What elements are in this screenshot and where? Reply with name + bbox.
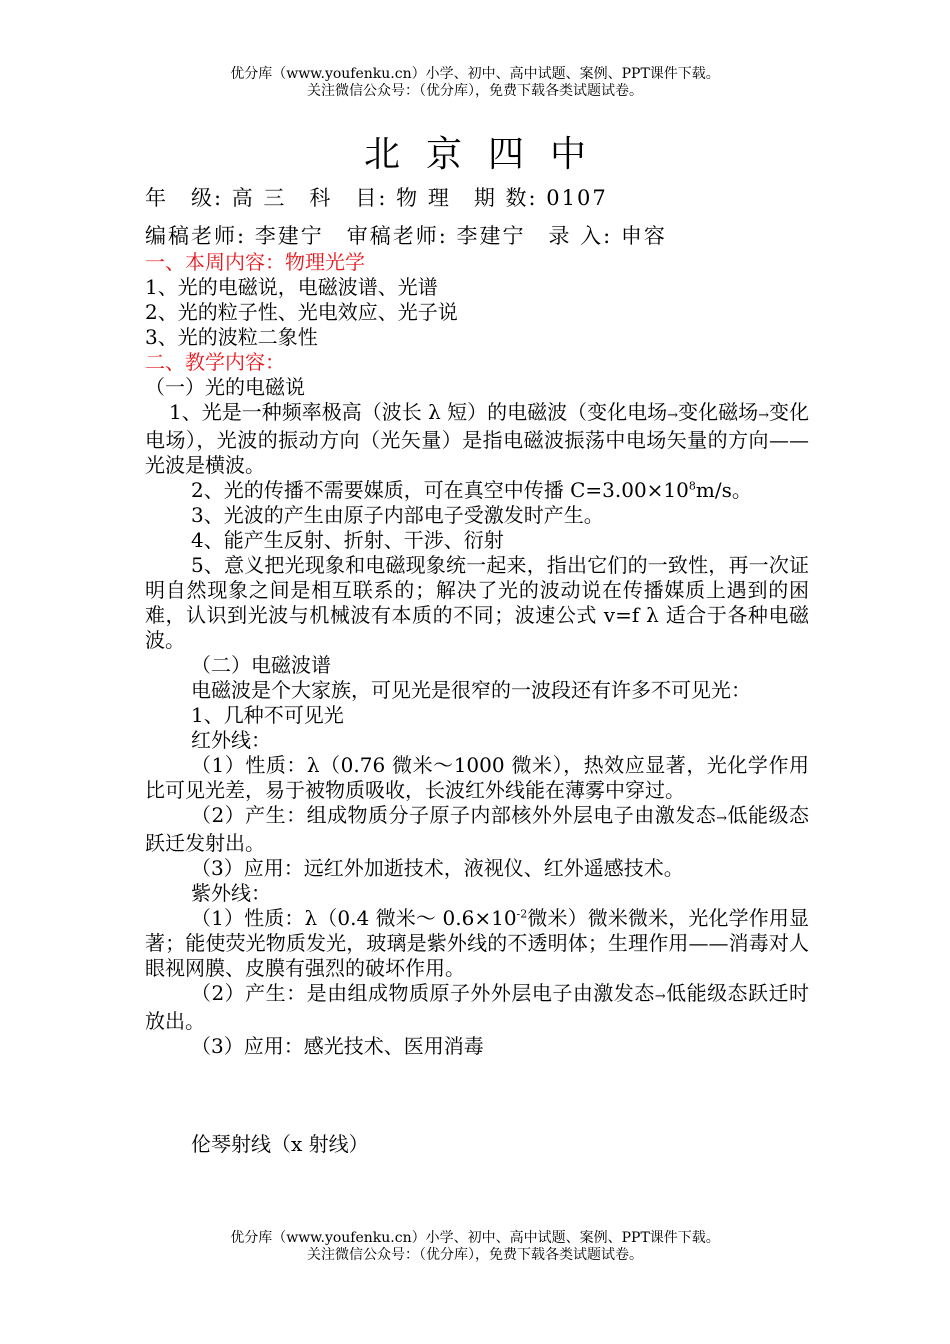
- p2-exponent: 8: [688, 479, 696, 493]
- ir2-text-a: （2）产生：组成物质分子原子内部核外外层电子由激发态: [191, 803, 717, 827]
- arrow-icon: →: [667, 408, 679, 423]
- uv2-text-a: （2）产生：是由组成物质原子外外层电子由激发态: [191, 981, 655, 1005]
- uv2-text-b: 低能级态跃迁时放出。: [145, 981, 809, 1033]
- meta-grade-subject: 年 级: 高 三 科 目: 物 理 期 数: 0107: [145, 186, 608, 210]
- subsection-2-heading: （二）电磁波谱: [191, 653, 331, 677]
- page-footer: [0, 1230, 950, 1264]
- arrow-icon: →: [716, 811, 728, 826]
- ultraviolet-application: （3）应用：感光技术、医用消毒: [191, 1034, 484, 1058]
- uv1-exponent: -2: [516, 907, 528, 921]
- infrared-application: （3）应用：远红外加逝技术，液视仪、红外遥感技术。: [191, 856, 684, 880]
- uv1-text-a: （1）性质：λ（0.4 微米～ 0.6×10: [191, 906, 517, 930]
- section-1-item: 3、光的波粒二象性: [145, 325, 318, 349]
- paragraph-4: 4、能产生反射、折射、干涉、衍射: [191, 528, 504, 552]
- paragraph-3: 3、光波的产生由原子内部电子受激发时产生。: [191, 503, 604, 527]
- arrow-icon: →: [654, 989, 666, 1004]
- section-1-item: 1、光的电磁说，电磁波谱、光谱: [145, 275, 438, 299]
- paragraph-2: [145, 478, 809, 503]
- document-body: [145, 184, 809, 1157]
- xray-heading: 伦琴射线（x 射线）: [191, 1132, 369, 1156]
- ir2-text-b: 低能级态跃迁发射出。: [145, 803, 809, 855]
- ultraviolet-heading: 紫外线：: [191, 881, 271, 905]
- meta-editors: 编稿老师: 李建宁 审稿老师: 李建宁 录 入: 申容: [145, 224, 667, 248]
- header-line-1: 优分库（www.youfenku.cn）小学、初中、高中试题、案例、PPT课件下载。: [230, 66, 720, 82]
- infrared-property: （1）性质：λ（0.76 微米～1000 微米），热效应显著，光化学作用比可见光差，易于被物质吸收，长波红外线能在薄雾中穿过。: [145, 753, 809, 802]
- spacer: [145, 1059, 809, 1132]
- page-header: [0, 66, 950, 100]
- section-1-item: 2、光的粒子性、光电效应、光子说: [145, 300, 458, 324]
- p1-text-c: 变化电场），光波的振动方向（光矢量）是指电磁波振荡中电场矢量的方向——光波是横波。: [145, 400, 810, 477]
- ultraviolet-property: [145, 906, 809, 981]
- p1-text-a: 1、光是一种频率极高（波长 λ 短）的电磁波（变化电场: [169, 400, 668, 424]
- p2-text-b: m/s。: [695, 478, 752, 502]
- subsection-1-heading: （一）光的电磁说: [145, 375, 305, 399]
- footer-line-1: 优分库（www.youfenku.cn）小学、初中、高中试题、案例、PPT课件下载。: [230, 1230, 720, 1246]
- footer-line-2: 关注微信公众号：（优分库），免费下载各类试题试卷。: [307, 1247, 643, 1263]
- invisible-light-heading: 1、几种不可见光: [191, 703, 344, 727]
- paragraph-5: 5、意义把光现象和电磁现象统一起来，指出它们的一致性，再一次证明自然现象之间是相互联系的；解决了光的波动说在传播媒质上遇到的困难，认识到光波与机械波有本质的不同；波速公式 v=f λ 适合于各种电磁波。: [145, 553, 809, 652]
- infrared-heading: 红外线：: [191, 728, 271, 752]
- paragraph-1: [145, 400, 809, 478]
- ultraviolet-production: [145, 981, 809, 1034]
- header-line-2: 关注微信公众号：（优分库），免费下载各类试题试卷。: [307, 83, 643, 99]
- section-1-heading: 一、本周内容：物理光学: [145, 250, 365, 274]
- section-2-heading: 二、教学内容：: [145, 350, 285, 374]
- p1-text-b: 变化磁场: [678, 400, 759, 424]
- p2-text-a: 2、光的传播不需要媒质，可在真空中传播 C=3.00×10: [191, 478, 689, 502]
- infrared-production: [145, 803, 809, 856]
- arrow-icon: →: [758, 408, 769, 423]
- uv1-text-b: 微米）微米微米，光化学作用显著；能使荧光物质发光，玻璃是紫外线的不透明体；生理作用——消毒对人眼视网膜、皮膜有强烈的破坏作用。: [145, 906, 809, 980]
- document-title: 北京四中: [363, 134, 612, 175]
- subsection-2-intro: 电磁波是个大家族，可见光是很窄的一波段还有许多不可见光：: [191, 678, 751, 702]
